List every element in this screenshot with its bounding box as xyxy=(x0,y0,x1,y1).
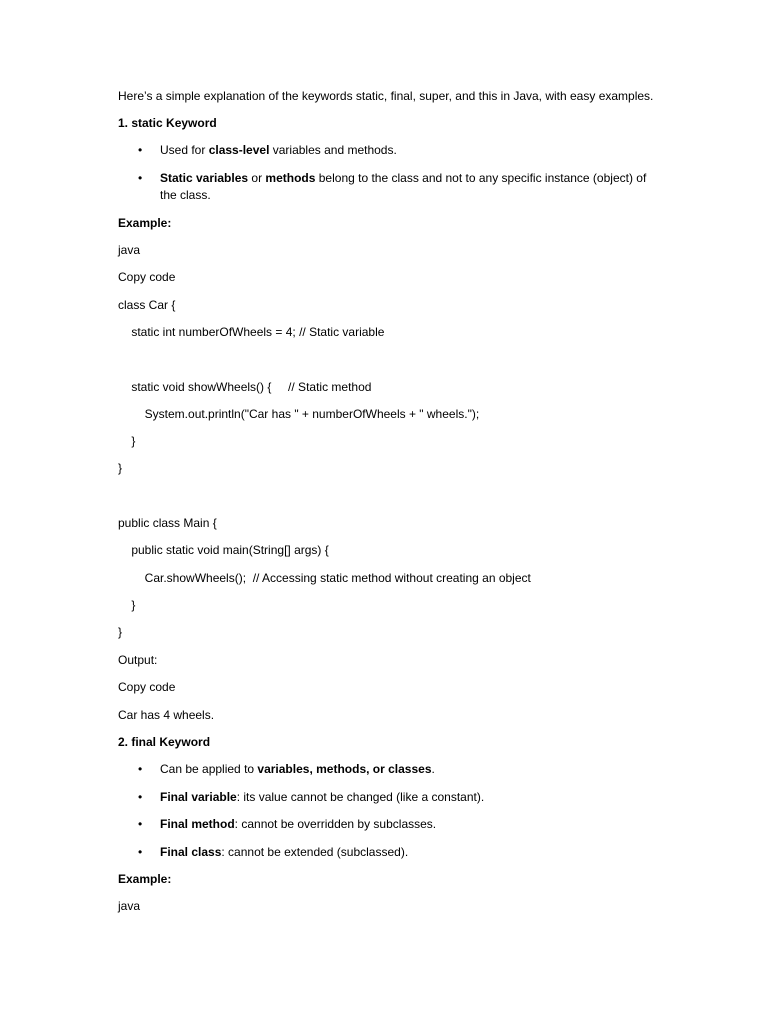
text-run: Used for xyxy=(160,143,209,157)
code-line: } xyxy=(118,461,123,475)
bold-run: variables, methods, or classes xyxy=(257,762,432,776)
output-label: Output: xyxy=(118,653,158,667)
code-line: public class Main { xyxy=(118,516,217,530)
bold-run: methods xyxy=(265,171,316,185)
bullet-dot: • xyxy=(138,762,143,776)
section1-heading: 1. static Keyword xyxy=(118,116,217,130)
text-run: belong to the class and not to any specific instance (object) of xyxy=(315,171,647,185)
bold-run: Final method xyxy=(160,817,235,831)
code-lang-label: java xyxy=(118,243,141,257)
copy-code-label: Copy code xyxy=(118,270,176,284)
intro-text: Here’s a simple explanation of the keywords static, final, super, and this in Java, with easy examples. xyxy=(118,89,654,103)
code-line: System.out.println("Car has " + numberOfWheels + " wheels."); xyxy=(118,407,480,421)
section2-bullet4 xyxy=(160,845,408,859)
text-run: : its value cannot be changed (like a constant). xyxy=(236,790,485,804)
text-run: or xyxy=(248,171,266,185)
bullet-dot: • xyxy=(138,790,143,804)
code-line: static void showWheels() { // Static method xyxy=(118,380,372,394)
section1-bullet1 xyxy=(160,143,397,157)
text-run: : cannot be extended (subclassed). xyxy=(221,845,409,859)
bold-run: Final variable xyxy=(160,790,237,804)
bullet-dot: • xyxy=(138,171,143,185)
text-run: : cannot be overridden by subclasses. xyxy=(234,817,437,831)
text-run: Can be applied to xyxy=(160,762,258,776)
bullet-dot: • xyxy=(138,845,143,859)
code-lang-label: java xyxy=(118,899,141,913)
text-run: variables and methods. xyxy=(269,143,397,157)
section1-bullet2 xyxy=(160,171,646,185)
example-label: Example: xyxy=(118,216,172,230)
code-line: class Car { xyxy=(118,298,176,312)
bold-run: Final class xyxy=(160,845,222,859)
bold-run: class-level xyxy=(208,143,270,157)
code-line: } xyxy=(118,598,136,612)
code-line: Car.showWheels(); // Accessing static method without creating an object xyxy=(118,571,531,585)
code-line: public static void main(String[] args) { xyxy=(118,543,329,557)
copy-code-label: Copy code xyxy=(118,680,176,694)
code-line: } xyxy=(118,625,123,639)
code-line: static int numberOfWheels = 4; // Static variable xyxy=(118,325,385,339)
text-run: . xyxy=(431,762,435,776)
bold-run: Static variables xyxy=(160,171,249,185)
section2-bullet1 xyxy=(160,762,435,776)
bullet-dot: • xyxy=(138,817,143,831)
section2-bullet2 xyxy=(160,790,484,804)
section2-heading: 2. final Keyword xyxy=(118,735,211,749)
output-text: Car has 4 wheels. xyxy=(118,708,215,722)
section1-bullet2-line2: the class. xyxy=(160,188,211,202)
section2-bullet3 xyxy=(160,817,436,831)
bullet-dot: • xyxy=(138,143,143,157)
example-label: Example: xyxy=(118,872,172,886)
code-line: } xyxy=(118,434,136,448)
